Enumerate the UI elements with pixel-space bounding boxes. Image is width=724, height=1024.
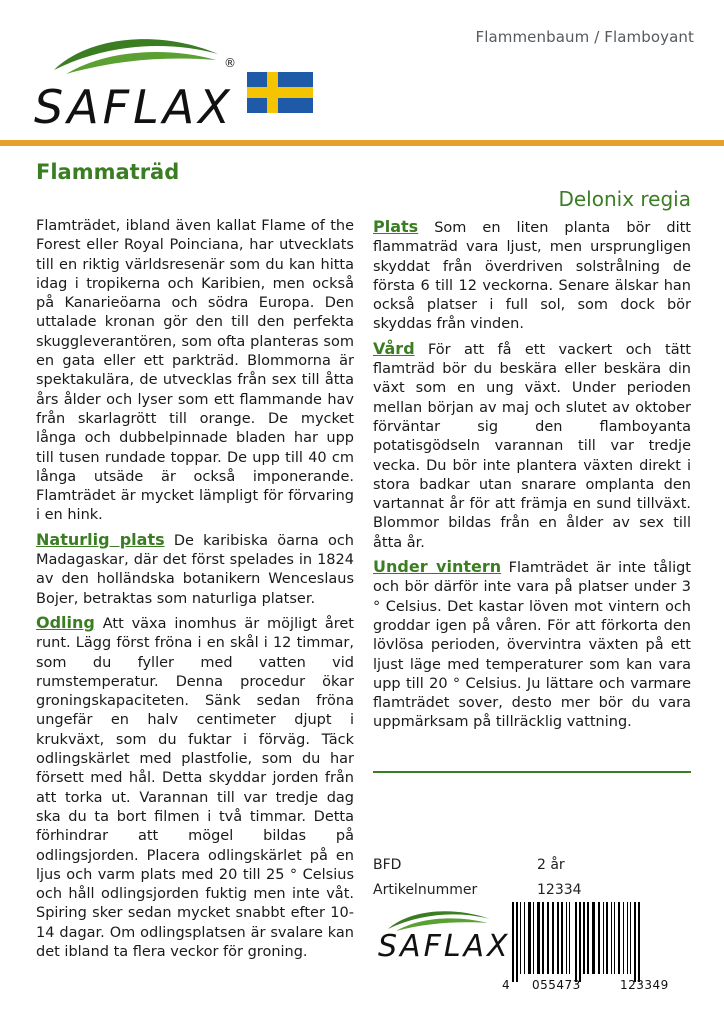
barcode-bar (638, 902, 640, 982)
barcode-bar (603, 902, 604, 974)
barcode-bar (569, 902, 570, 974)
barcode-bar (566, 902, 567, 974)
barcode-bar (614, 902, 615, 974)
barcode-group-right: 123349 (620, 978, 669, 992)
barcode-bar (520, 902, 521, 974)
barcode-digit-first: 4 (502, 978, 511, 992)
barcode-bar (561, 902, 563, 974)
barcode-bar (516, 902, 518, 982)
barcode-bar (606, 902, 608, 974)
registered-mark: ® (224, 56, 236, 70)
natural-location-text: De karibiska öarna och Madagaskar, där det först spelades in 1824 av den holländska botanikern Wenceslaus Bojer, betraktas som naturliga platser. (36, 532, 354, 607)
header-divider-bar (0, 140, 724, 146)
barcode-bar (592, 902, 595, 974)
article-number-label: Artikelnummer (373, 882, 478, 898)
leaf-swoosh-icon (46, 30, 226, 85)
barcode-bar (579, 902, 581, 982)
bfd-label: BFD (373, 857, 402, 873)
intro-paragraph: Flamträdet, ibland även kallat Flame of the Forest eller Royal Poinciana, har utvecklats till en riktig världsresenär som du kan hitta idag i tropikerna och Karibien, men också på Kanarieöarna och södra Europa. Den uttalade kronan gör den till den perfekta skuggleverantören, som ofta planteras som en gata eller ett parkträd. Blommorna är spektakulära, de utvecklas från sex till åtta års ålder och lyser som ett flammande hav från skarlagrött till orange. De mycket långa och dubbelpinnade bladen har upp till tusen rundade toppar. De upp till 40 cm långa utsäde är också imponerande. Flamträdet är mycket lämpligt för förvaring i en hink. (36, 218, 354, 524)
natural-location-paragraph (36, 530, 354, 609)
right-column (373, 217, 691, 737)
barcode-bar (634, 902, 636, 982)
barcode-bar (630, 902, 631, 974)
natural-location-heading: Naturlig plats (36, 529, 165, 549)
barcode-bar (618, 902, 620, 974)
left-column (36, 217, 354, 966)
care-text: För att få ett vackert och tätt flamträd bör du beskära eller beskära din växt som en ung växt. Under perioden mellan början av maj och slutet av oktober förväntar sig den flamboyanta potatisgödseln varannan till var tredje vecka. Du bör inte plantera växten direkt i stora badkar utan snarare omplanta den vartannat år för att främja en sund tillväxt. Blommor bildas från en ålder av sex till åtta år. (373, 341, 691, 551)
barcode-bar (528, 902, 531, 974)
barcode-bar (575, 902, 577, 982)
location-text: Som en liten planta bör ditt flammaträd vara ljust, men ursprungligen skyddat från överdriven solstrålning de första 6 till 12 veckorna. Senare älskar han också platser i full sol, som dock bör skyddas från vinden. (373, 220, 691, 333)
logo-wordmark: SAFLAX (34, 80, 234, 134)
logo-wordmark-small: SAFLAX (378, 929, 511, 964)
section-divider (373, 771, 691, 773)
cultivation-paragraph (36, 613, 354, 962)
ean-barcode (512, 902, 692, 974)
location-paragraph (373, 217, 691, 335)
barcode-bar (587, 902, 589, 974)
saflax-logo-small (376, 905, 511, 975)
barcode-bar (547, 902, 549, 974)
saflax-logo (34, 30, 244, 134)
cultivation-heading: Odling (36, 612, 95, 632)
barcode-bar (542, 902, 544, 974)
barcode-bar (552, 902, 554, 974)
swedish-flag-icon (247, 72, 313, 113)
barcode-bar (557, 902, 559, 974)
winter-heading: Under vintern (373, 557, 502, 577)
barcode-bar (598, 902, 600, 974)
care-paragraph (373, 339, 691, 553)
barcode-bar (512, 902, 514, 982)
barcode-bar (537, 902, 540, 974)
location-heading: Plats (373, 217, 419, 236)
barcode-bar (533, 902, 534, 974)
winter-paragraph (373, 557, 691, 733)
article-number-value: 12334 (537, 882, 582, 898)
header-common-name: Flammenbaum / Flamboyant (475, 28, 694, 46)
barcode-bar (611, 902, 612, 974)
barcode-bar (623, 902, 624, 974)
product-title: Flammaträd (36, 160, 180, 184)
bfd-value: 2 år (537, 857, 565, 873)
winter-text: Flamträdet är inte tåligt och bör därför inte vara på platser under 3 ° Celsius. Det kastar löven mot vintern och groddar igen på våren. För att förkorta den lövlösa perioden, övervintra växten på ett ljust läge med temperaturer som kan vara upp till 20 ° Celsius. Ju lättare och varmare flamträdet sover, desto mer bör du vara uppmärksam på tillräcklig vattning. (373, 560, 691, 731)
barcode-bar (627, 902, 628, 974)
barcode-bar (524, 902, 525, 974)
latin-name: Delonix regia (558, 187, 691, 211)
barcode-bar (583, 902, 585, 974)
care-heading: Vård (373, 338, 415, 358)
barcode-group-left: 055473 (532, 978, 581, 992)
cultivation-text: Att växa inomhus är möjligt året runt. Lägg först fröna i en skål i 12 timmar, som du fyller med vatten vid rumstemperatur. Denna procedur ökar groningskapaciteten. Sänk sedan fröna ungefär en halv centimeter djupt i krukväxt, som du fuktar i förväg. Täck odlingskärlet med plastfolie, som du har försett med hål. Detta skyddar jorden från att torka ut. Varannan till var tredje dag ska du ta bort filmen i två timmar. Detta förhindrar att mögel bildas på odlingsjorden. Placera odlingskärlet på en ljus och varm plats med 20 till 25 ° Celsius och håll odlingsjorden fuktig men inte våt. Spiring sker sedan mycket snabbt efter 10-14 dagar. Om odlingsplatsen är svalare kan det ibland ta flera veckor för groning. (36, 615, 354, 960)
